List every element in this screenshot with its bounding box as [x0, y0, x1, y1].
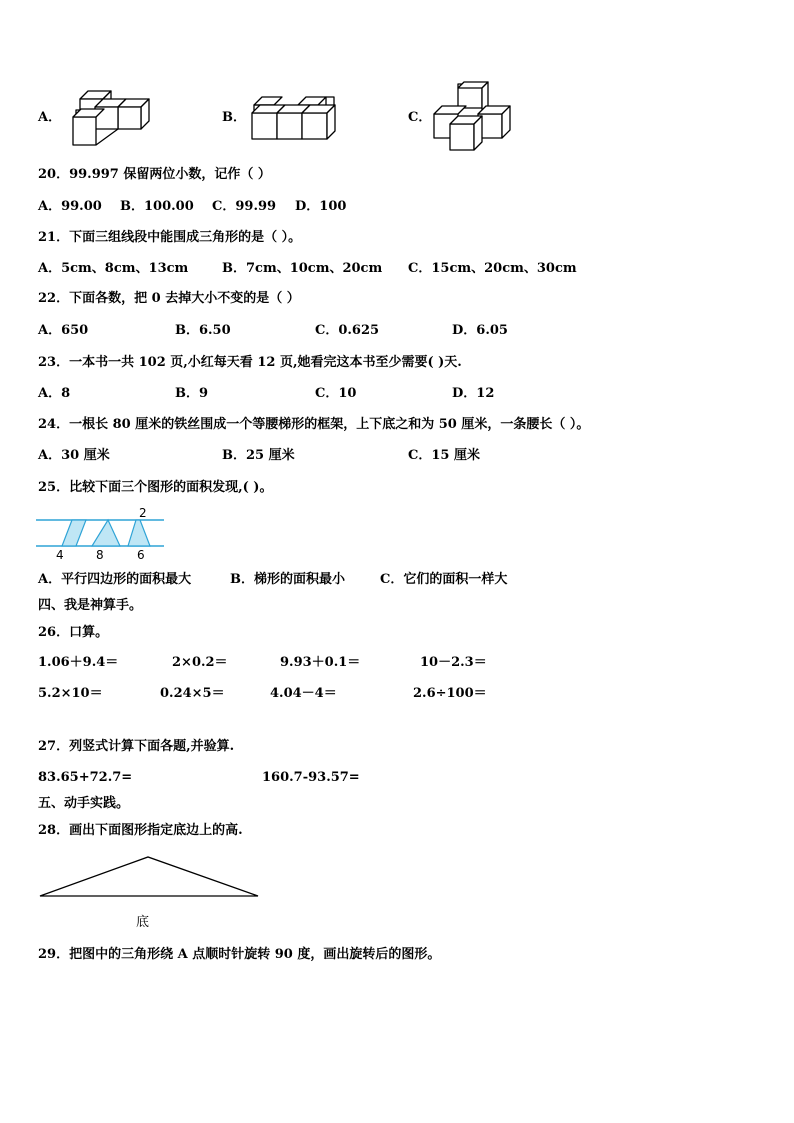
q27-stem: 27．列竖式计算下面各题,并验算. — [38, 739, 235, 754]
q23-option-c[interactable]: C．10 — [315, 386, 357, 401]
section-5-heading: 五、动手实践。 — [38, 796, 130, 811]
q24-option-a[interactable]: A．30 厘米 — [38, 448, 110, 463]
q27-item-1: 83.65+72.7= — [38, 770, 133, 785]
q26-stem: 26．口算。 — [38, 625, 109, 640]
q22-option-b[interactable]: B．6.50 — [175, 323, 231, 338]
q19-option-c-cubes — [430, 82, 515, 154]
q28-triangle-figure — [38, 854, 262, 900]
q24-option-b[interactable]: B．25 厘米 — [222, 448, 295, 463]
q21-stem: 21．下面三组线段中能围成三角形的是（ ）。 — [38, 230, 302, 245]
q20-option-c[interactable]: C．99.99 — [212, 199, 277, 214]
q25-stem: 25．比较下面三个图形的面积发现,( )。 — [38, 480, 273, 495]
q26-item-3: 9.93＋0.1＝ — [280, 655, 361, 670]
q24-stem: 24．一根长 80 厘米的铁丝围成一个等腰梯形的框架，上下底之和为 50 厘米，一条腰长（ ）。 — [38, 417, 590, 432]
q26-item-5: 5.2×10＝ — [38, 686, 103, 701]
q23-stem: 23．一本书一共 102 页,小红每天看 12 页,她看完这本书至少需要( )天. — [38, 355, 462, 370]
section-4-heading: 四、我是神算手。 — [38, 598, 143, 613]
q19-option-b-label: B． — [222, 110, 246, 125]
q23-option-d[interactable]: D．12 — [452, 386, 495, 401]
q19-option-b-cubes — [250, 94, 340, 144]
q25-label-triangle: 8 — [96, 548, 104, 562]
q21-option-b[interactable]: B．7cm、10cm、20cm — [222, 261, 383, 276]
q22-option-d[interactable]: D．6.05 — [452, 323, 508, 338]
q28-base-label: 底 — [136, 915, 150, 930]
q19-option-c-label: C． — [408, 110, 432, 125]
q19-option-a-label: A． — [38, 110, 62, 125]
q29-stem: 29．把图中的三角形绕 A 点顺时针旋转 90 度，画出旋转后的图形。 — [38, 947, 441, 962]
q26-item-2: 2×0.2＝ — [172, 655, 228, 670]
q26-item-6: 0.24×5＝ — [160, 686, 225, 701]
q20-stem: 20．99.997 保留两位小数，记作（ ） — [38, 167, 271, 182]
q26-item-7: 4.04－4＝ — [270, 686, 337, 701]
q23-option-b[interactable]: B．9 — [175, 386, 209, 401]
q22-option-c[interactable]: C．0.625 — [315, 323, 380, 338]
q23-option-a[interactable]: A．8 — [38, 386, 71, 401]
q25-label-trapezoid: 6 — [137, 548, 145, 562]
q24-option-c[interactable]: C．15 厘米 — [408, 448, 480, 463]
q20-option-b[interactable]: B．100.00 — [120, 199, 194, 214]
q26-item-1: 1.06＋9.4＝ — [38, 655, 119, 670]
q20-option-a[interactable]: A．99.00 — [38, 199, 102, 214]
q26-item-8: 2.6÷100＝ — [413, 686, 487, 701]
q21-option-a[interactable]: A．5cm、8cm、13cm — [38, 261, 189, 276]
q25-option-b[interactable]: B．梯形的面积最小 — [230, 572, 345, 587]
q19-option-a-cubes — [65, 88, 155, 148]
q28-stem: 28．画出下面图形指定底边上的高. — [38, 823, 243, 838]
q25-option-a[interactable]: A．平行四边形的面积最大 — [38, 572, 192, 587]
q22-option-a[interactable]: A．650 — [38, 323, 89, 338]
q27-item-2: 160.7-93.57= — [262, 770, 360, 785]
q25-option-c[interactable]: C．它们的面积一样大 — [380, 572, 508, 587]
q25-label-top: 2 — [139, 506, 147, 520]
q25-label-parallelogram: 4 — [56, 548, 64, 562]
q21-option-c[interactable]: C．15cm、20cm、30cm — [408, 261, 577, 276]
q20-option-d[interactable]: D．100 — [295, 199, 347, 214]
q22-stem: 22．下面各数，把 0 去掉大小不变的是（ ） — [38, 291, 300, 306]
q26-item-4: 10－2.3＝ — [420, 655, 487, 670]
